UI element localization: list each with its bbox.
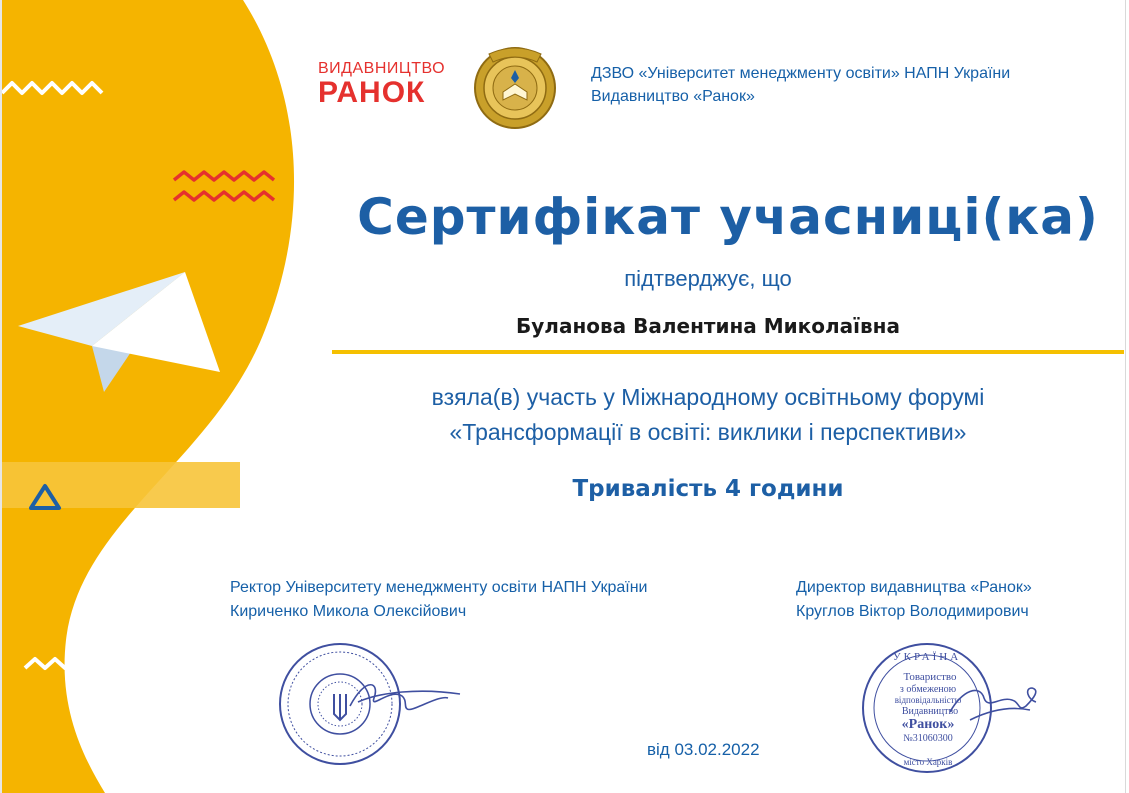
description-line-2: «Трансформації в освіті: виклики і перспективи»	[449, 419, 967, 445]
stamp-line-1: Товариство	[903, 671, 957, 683]
stamp-top-text: УКРАЇНА	[892, 651, 962, 663]
director-position: Директор видавництва «Ранок»	[796, 579, 1032, 596]
stamp-line-5: «Ранок»	[901, 717, 955, 732]
signature-right-block	[796, 576, 1032, 624]
publisher-logo-small-text: ВИДАВНИЦТВО	[318, 60, 446, 77]
confirms-text: підтверджує, що	[624, 266, 792, 291]
participant-name: Буланова Валентина Миколаївна	[516, 314, 900, 338]
yellow-wave-shape	[0, 0, 294, 793]
signature-left-block	[230, 576, 647, 624]
university-stamp-icon	[270, 636, 470, 766]
right-border-line	[1125, 0, 1126, 793]
publisher-logo-big-text: РАНОК	[318, 76, 426, 109]
university-seal-icon	[467, 40, 563, 132]
publisher-stamp	[850, 640, 1050, 785]
rector-position: Ректор Університету менеджменту освіти НАПН України	[230, 579, 648, 596]
name-underline	[332, 350, 1124, 354]
director-name: Круглов Віктор Володимирович	[796, 603, 1029, 620]
issue-date: від 03.02.2022	[647, 740, 760, 759]
stamp-line-2: з обмеженою	[899, 684, 957, 695]
stamp-bottom-text: місто Харків	[903, 757, 953, 767]
participation-description	[332, 380, 1084, 450]
organization-university: ДЗВО «Університет менеджменту освіти» НАПН України	[591, 65, 1011, 82]
description-line-1: взяла(в) участь у Міжнародному освітньому форумі	[431, 384, 985, 410]
rector-name: Кириченко Микола Олексійович	[230, 603, 467, 620]
publisher-logo	[318, 60, 446, 109]
organizations-block	[591, 62, 1010, 108]
duration-text: Тривалість 4 години	[572, 476, 844, 502]
stamp-line-3: відповідальністю	[894, 695, 962, 705]
stamp-line-6: №31060300	[903, 733, 953, 744]
certificate-title: Сертифікат учасниці(ка)	[357, 188, 1099, 246]
stamp-line-4: Видавництво	[901, 706, 959, 717]
left-border-line	[0, 0, 2, 793]
organization-publisher: Видавництво «Ранок»	[591, 88, 755, 105]
director-signature	[950, 688, 1036, 720]
